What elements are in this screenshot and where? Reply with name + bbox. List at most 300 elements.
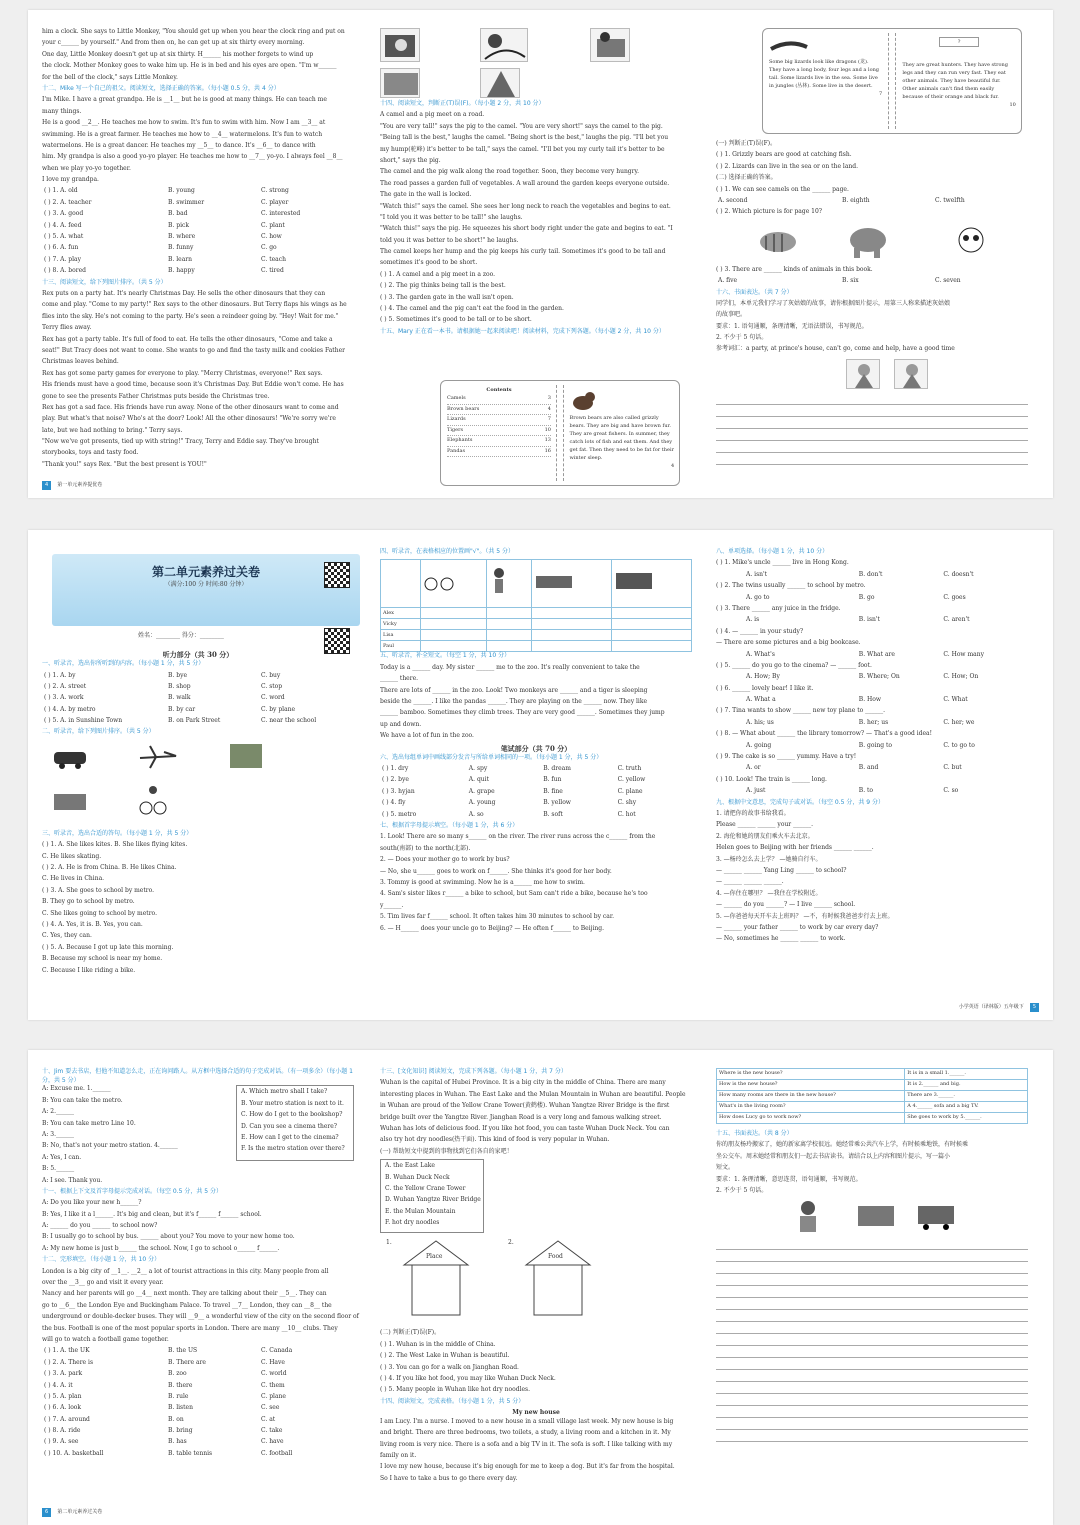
animal-pictures: [716, 220, 1028, 266]
contents-page: 3: [547, 395, 551, 402]
choice-row[interactable]: [716, 571, 1028, 582]
choice-option: B. on: [168, 1415, 184, 1423]
table-cell[interactable]: [486, 641, 531, 652]
table-cell: How many rooms are there in the new house?: [717, 1091, 905, 1102]
contents-row[interactable]: [447, 426, 551, 437]
story-picture: [894, 359, 928, 389]
writing-lines[interactable]: [716, 393, 1028, 465]
text-line: Rex has got a party table. It's full of food to eat. He tells the other dinosaurs, "Come and take a: [42, 335, 333, 343]
qr-code[interactable]: [324, 562, 350, 588]
question-text: ( ) 3. There are ______ kinds of animals in this book.: [716, 265, 873, 273]
text-line: ( ) 1. We can see camels on the ______ page.: [716, 185, 849, 193]
choice-option: ( ) 4. fly: [382, 799, 406, 807]
contents-page: 4: [547, 405, 551, 412]
choice-option: ( ) 7. A. around: [44, 1415, 90, 1423]
choice-option: A. is: [746, 616, 760, 624]
choice-option: B. fine: [543, 787, 563, 795]
choice-option: B. How: [858, 696, 882, 704]
choice-row[interactable]: [42, 1450, 354, 1461]
choice-row[interactable]: [42, 1347, 354, 1358]
table-cell: It is in a small 1.______.: [905, 1069, 1028, 1080]
choice-row[interactable]: [380, 811, 692, 822]
writing-lines[interactable]: [716, 1238, 1028, 1442]
section-heading: 一、听录音，选出你所听到的内容。（每小题 1 分，共 5 分）: [42, 660, 205, 668]
text-line: 2. 不少于 5 句话。: [716, 334, 768, 342]
choice-option: C. but: [943, 764, 962, 772]
choice-option[interactable]: B. six: [842, 277, 859, 285]
choice-option: C. them: [261, 1381, 285, 1389]
true-false-item: ( ) 2. The pig thinks being tall is the best.: [380, 282, 506, 290]
choice-row[interactable]: [42, 1404, 354, 1415]
category-house[interactable]: [386, 1239, 472, 1319]
text-line: 要求：1. 条理清晰，意思连贯，语句通顺，书写规范。: [716, 1175, 862, 1183]
section-heading: 九、根据中文意思，完成句子或对话。（每空 0.5 分，共 9 分）: [716, 798, 884, 806]
choice-row[interactable]: [716, 696, 1028, 707]
choice-row[interactable]: [42, 672, 354, 683]
writing-pictures: [716, 1198, 1028, 1238]
choice-row[interactable]: [716, 719, 1028, 730]
choice-row[interactable]: [42, 717, 354, 728]
text-line: 3. Tommy is good at swimming. Now he is a______ me how to swim.: [380, 878, 585, 886]
contents-row[interactable]: [447, 394, 551, 405]
contents-page: 16: [544, 447, 551, 454]
answer-option: C. He likes skating.: [42, 852, 102, 860]
text-line: family on it.: [380, 1452, 417, 1460]
table-cell[interactable]: [531, 619, 611, 630]
choice-row[interactable]: [716, 787, 1028, 798]
choice-row[interactable]: [42, 1393, 354, 1404]
choice-row[interactable]: [716, 616, 1028, 627]
dialog-line: A: ______ do you ______ to school now?: [42, 1222, 158, 1230]
text-line: The gate in the wall is locked.: [380, 191, 472, 199]
text-line: flies into the sky. He's not coming to the party. He's seen a reindeer going by. "Hey! Wait for me.": [42, 312, 339, 320]
building-icon: [228, 740, 264, 770]
choice-option: C. doesn't: [943, 570, 974, 578]
section-heading: 六、选出每组单词中画线部分发音与所给单词相同的一项。（每小题 1 分，共 5 分）: [380, 753, 603, 761]
page-spread-3: [28, 1050, 1053, 1525]
choice-option: A. grape: [468, 787, 495, 795]
dialog-line: A: Excuse me. 1.______: [42, 1085, 111, 1093]
choice-row[interactable]: [42, 1438, 354, 1449]
table-cell[interactable]: [531, 630, 611, 641]
text-line: 6. — H______ does your uncle go to Beijing? — He often f______ to Beijing.: [380, 924, 605, 932]
word-box-item: B. Wuhan Duck Neck: [385, 1173, 450, 1181]
choice-row[interactable]: [42, 1427, 354, 1438]
section-heading: 十二、完形填空。（每小题 1 分，共 10 分）: [42, 1256, 161, 1264]
choice-option[interactable]: A. five: [718, 277, 738, 285]
choice-row[interactable]: [42, 199, 354, 210]
text-line: "Watch this!" says the pig. He squeezes his short body right under the gate and begins to eat. "I: [380, 225, 673, 233]
info-table[interactable]: [716, 1068, 1028, 1124]
section-heading: 十五、Mary 正在看一本书。请根据她一起来阅读吧！阅读材料，完成下列各题。（每小题 2 分，共 10 分）: [380, 327, 665, 335]
choice-option[interactable]: C. seven: [935, 277, 961, 285]
choice-option: ( ) 4. A. feed: [44, 221, 82, 229]
choice-option: B. Where; On: [858, 673, 900, 681]
choice-row[interactable]: [380, 765, 692, 776]
choice-option: C. so: [943, 787, 959, 795]
question-text: ( ) 7. Tina wants to show ______ new toy plane to ______.: [716, 707, 886, 715]
choice-option: B. don't: [858, 570, 883, 578]
table-cell[interactable]: [531, 641, 611, 652]
choice-option: C. by plane: [261, 705, 296, 713]
text-line: Wuhan is the capital of Hubei Province. It is a big city in the middle of China. There are many: [380, 1079, 666, 1087]
choice-option: C. strong: [261, 187, 289, 195]
table-cell[interactable]: [531, 608, 611, 619]
page-number: 6: [42, 1508, 51, 1517]
choice-option: ( ) 4. A. it: [44, 1381, 73, 1389]
choice-option: C. tired: [261, 267, 284, 275]
choice-option: B. There are: [168, 1358, 206, 1366]
choice-option: C. world: [261, 1370, 287, 1378]
word-box-item: E. the Mulan Mountain: [385, 1207, 456, 1215]
dialog-line: A: 3.______: [42, 1130, 74, 1138]
column-a: [42, 650, 354, 978]
choice-option: ( ) 3. hyjan: [382, 787, 415, 795]
choice-option: B. learn: [168, 255, 193, 263]
dialog-line: A: Yes, I can.: [42, 1153, 82, 1161]
story-picture: [480, 68, 520, 98]
contents-row[interactable]: [447, 415, 551, 426]
answer-option: B. Because my school is near my home.: [42, 955, 163, 963]
choice-row[interactable]: [42, 210, 354, 221]
choice-option: A. What a: [746, 696, 776, 704]
choice-row[interactable]: [42, 694, 354, 705]
choice-option: B. bring: [168, 1427, 193, 1435]
choice-option: ( ) 3. A. work: [44, 694, 84, 702]
choice-option: B. isn't: [858, 616, 880, 624]
answer-option: C. Yes, they can.: [42, 932, 92, 940]
table-cell-name: Paul: [381, 641, 421, 652]
tiger-icon: [756, 222, 800, 258]
text-line: 2. — Does your mother go to work by bus?: [380, 856, 510, 864]
text-line: swimming. He is a great farmer. He teaches me how to __4__ watermelons. It's fun to watch: [42, 130, 323, 138]
story-picture: [380, 28, 420, 62]
text-line: late, but we had nothing to bring." Terry says.: [42, 426, 183, 434]
table-row: [717, 1091, 1028, 1102]
table-cell[interactable]: [611, 608, 691, 619]
contents-animal: Tigers: [447, 426, 464, 433]
choice-row[interactable]: [380, 788, 692, 799]
walking-girl-icon: [489, 567, 509, 597]
question-text: ( ) 10. Look! The train is ______ long.: [716, 775, 827, 783]
table-cell[interactable]: [421, 630, 487, 641]
contents-row[interactable]: [447, 447, 551, 458]
choice-option: A. just: [746, 787, 766, 795]
animal-book: [762, 28, 1022, 134]
text-line: Terry flies away.: [42, 324, 92, 332]
page-footer: [959, 1003, 1039, 1012]
choice-row[interactable]: [42, 1416, 354, 1427]
page-spread-2: [28, 530, 1053, 1020]
choice-option: B. bad: [168, 210, 188, 218]
text-line: the clock. Mother Monkey goes to wake him up. He is in bed and his eyes are open. "I'm w______: [42, 62, 337, 70]
page-spread-1: [28, 10, 1053, 498]
answer-option: ( ) 3. A. She goes to school by metro.: [42, 886, 155, 894]
table-cell[interactable]: [486, 630, 531, 641]
text-line: 你的朋友杨玲搬家了，她的新家离学校很远。她经常乘公共汽车上学，有时候乘地铁，有时候乘: [716, 1141, 969, 1149]
section-title: 听力部分（共 30 分）: [162, 650, 234, 659]
choice-row[interactable]: [42, 1370, 354, 1381]
section-heading: 四、听录音，在表格相应的位置画"√"。（共 5 分）: [380, 548, 514, 555]
choice-option: ( ) 5. metro: [382, 810, 417, 818]
choice-option: B. on Park Street: [168, 717, 221, 725]
passage-title: My new house: [512, 1409, 560, 1417]
question-text: ( ) 2. Which picture is for page 10?: [716, 208, 823, 216]
table-cell[interactable]: [486, 608, 531, 619]
choice-option: C. yellow: [617, 776, 646, 784]
choice-option: ( ) 5. A. what: [44, 233, 84, 241]
column-b: [380, 28, 692, 469]
choice-option[interactable]: A. second: [718, 196, 748, 204]
text-line: 3. —杨玲怎么去上学？ —她骑自行车。: [716, 855, 822, 863]
question-text: ( ) 3. There ______ any juice in the fridge.: [716, 604, 841, 612]
text-line: short," says the pig.: [380, 156, 441, 164]
page-title: 第二单元素养过关卷: [151, 565, 260, 579]
text-line: 十二、Mike 写一个自己的祖父。阅读短文，选择正确的答案。（每小题 0.5 分，共 4 分）: [42, 84, 280, 92]
column-b: [380, 1068, 692, 1486]
text-line: — No, sometimes he ______ ______ to work.: [716, 935, 846, 943]
choice-option: C. at: [261, 1415, 276, 1423]
choice-option: B. to: [858, 787, 874, 795]
footer-title: 第一单元素养提优卷: [57, 481, 103, 488]
text-line: storybooks, toys and tasty food.: [42, 449, 139, 457]
text-line: over the __3__ go and visit it every year.: [42, 1279, 164, 1287]
contents-animal: Brown bears: [447, 405, 480, 412]
choice-row[interactable]: [380, 799, 692, 810]
text-line: (一) 判断正(T)误(F)。: [716, 140, 777, 147]
choice-option: ( ) 6. A. fun: [44, 244, 79, 252]
picture-row: [380, 28, 692, 100]
contents-row[interactable]: [447, 436, 551, 447]
table-row: [381, 608, 692, 619]
choice-option: C. plane: [617, 787, 643, 795]
table-cell[interactable]: [421, 641, 487, 652]
choice-row[interactable]: [42, 1359, 354, 1370]
choice-option: ( ) 3. A. good: [44, 210, 84, 218]
choice-option: A. spy: [468, 765, 488, 773]
choice-row[interactable]: [42, 683, 354, 694]
choice-option: B. yellow: [543, 799, 571, 807]
choice-row[interactable]: [42, 267, 354, 278]
choice-option: C. buy: [261, 671, 281, 679]
choice-row[interactable]: [42, 222, 354, 233]
choice-option: B. swimmer: [168, 198, 205, 206]
dialog-line: B: You can take the metro.: [42, 1096, 123, 1104]
text-line: ( ) 2. Lizards can live in the sea or on the land.: [716, 162, 859, 170]
options-box: [236, 1085, 354, 1161]
choice-row[interactable]: [42, 244, 354, 255]
section-heading: 三、听录音，选出合适的答句。（每小题 1 分，共 5 分）: [42, 829, 193, 837]
table-cell[interactable]: [421, 608, 487, 619]
dialog-line: A: I see. Thank you.: [42, 1176, 103, 1184]
choice-option: B. dream: [543, 765, 571, 773]
choice-option: C. truth: [617, 765, 642, 773]
choice-option: B. the US: [168, 1347, 198, 1355]
true-false-item: ( ) 1. Wuhan is in the middle of China.: [380, 1340, 496, 1348]
text-line: There are lots of ______ in the zoo. Look! Two monkeys are ______ and a tiger is sleeping: [380, 686, 648, 694]
text-line: I love my grandpa.: [42, 176, 99, 184]
choice-row[interactable]: [42, 1382, 354, 1393]
cinderella-pictures: [716, 357, 1028, 393]
choice-option: A. young: [468, 799, 496, 807]
table-cell[interactable]: [486, 619, 531, 630]
table-cell[interactable]: [421, 619, 487, 630]
table-row: [381, 619, 692, 630]
text-line: His friends must have a good time, because soon it's Christmas Day. But Eddie won't come. He has: [42, 381, 344, 389]
text-line: sometimes it's good to be short.: [380, 259, 478, 267]
table-cell: Where is the new house?: [717, 1069, 905, 1080]
choice-option: C. her; we: [943, 718, 975, 726]
text-line: Christmas leaves behind.: [42, 358, 119, 366]
text-line: underground or double-decker buses. They will __9__ a wonderful view of the city on the second floor of: [42, 1313, 359, 1321]
table-cell[interactable]: [611, 619, 691, 630]
choice-option: B. rule: [168, 1392, 189, 1400]
choice-option: ( ) 3. A. park: [44, 1370, 83, 1378]
choice-option: ( ) 1. A. by: [44, 671, 76, 679]
section-heading: 七、根据首字母提示填空。（每小题 1 分，共 6 分）: [380, 822, 519, 829]
choice-row[interactable]: [716, 673, 1028, 684]
choice-option: B. zoo: [168, 1370, 187, 1378]
text-line: "Thank you!" says Rex. "But the best present is YOU!": [42, 460, 207, 468]
dialog-line: B: Yes, I like it a l______. It's big and clean, but it's f______ f______ school.: [42, 1210, 262, 1218]
true-false-item: ( ) 1. A camel and a pig meet in a zoo.: [380, 270, 496, 278]
bike-icon: [423, 572, 455, 592]
table-cell[interactable]: [611, 630, 691, 641]
dialog-option: F. Is the metro station over there?: [241, 1145, 345, 1153]
text-line: Rex puts on a party hat. It's nearly Christmas Day. He sells the other dinosaurs that they can: [42, 289, 326, 297]
section-heading: 十、Jim 要去书店，但他不知道怎么走，正在询问路人。从方框中选择合适的句子完成对话。（有一项多余）（每小题 1 分，共 5 分）: [42, 1068, 353, 1084]
page-number: 5: [1030, 1003, 1039, 1012]
choice-option: C. take: [261, 1427, 283, 1435]
choice-row[interactable]: [42, 187, 354, 198]
text-line: A camel and a pig meet on a road.: [380, 111, 485, 119]
true-false-item: ( ) 5. Sometimes it's good to be tall or to be short.: [380, 316, 532, 324]
text-line: when we play yo-yo together.: [42, 164, 131, 172]
text-line: ( ) 1. Grizzly bears are good at catching fish.: [716, 151, 852, 159]
choice-option: A. his; us: [746, 718, 774, 726]
choice-option: C. go: [261, 244, 277, 252]
choice-option: ( ) 7. A. play: [44, 255, 82, 263]
train-icon: [614, 571, 654, 593]
choice-option: C. How; On: [943, 673, 979, 681]
answer-option: B. They go to school by metro.: [42, 898, 135, 906]
page-footer: [42, 1508, 102, 1517]
dialog-line: B: You can take metro Line 10.: [42, 1119, 136, 1127]
category-house[interactable]: [508, 1239, 594, 1319]
choice-row[interactable]: [380, 776, 692, 787]
table-row: [381, 641, 692, 652]
choice-row[interactable]: [716, 742, 1028, 753]
contents-page: 7: [547, 416, 551, 423]
choice-option: A. or: [746, 764, 761, 772]
contents-animal: Elephants: [447, 437, 473, 444]
table-cell: It is 2.______ and big.: [905, 1080, 1028, 1091]
word-box-item: D. Wuhan Yangtze River Bridge: [385, 1196, 481, 1204]
text-line: I'm Mike. I have a great grandpa. He is __1__ but he is good at many things. He can teach me: [42, 96, 327, 104]
choice-option: B. listen: [168, 1404, 193, 1412]
table-row: [717, 1080, 1028, 1091]
choice-option: ( ) 1. dry: [382, 765, 409, 773]
metro-icon: [52, 788, 88, 814]
column-c: [716, 1068, 1028, 1442]
choice-row[interactable]: [42, 233, 354, 244]
choice-option: C. Have: [261, 1358, 285, 1366]
lizard-icon: [769, 35, 809, 55]
text-line: beside the ______. I like the pandas ______. They are playing on the ______ now. They like: [380, 697, 648, 705]
table-cell: There are 3.______.: [905, 1091, 1028, 1102]
choice-option: A. going: [746, 741, 772, 749]
text-line: 1. Look! There are so many s______ on the river. The river runs across the c______ from the: [380, 833, 656, 841]
choice-option[interactable]: B. eighth: [842, 196, 870, 204]
car-icon: [52, 744, 88, 770]
text-line: up and down.: [380, 720, 422, 728]
text-line: 十六、书面表达。（共 7 分）: [716, 288, 793, 296]
table-row: [717, 1113, 1028, 1124]
choice-option: B. walk: [168, 694, 191, 702]
choice-row[interactable]: [42, 706, 354, 717]
text-line: 参考词汇：a party, at prince's house, can't go, come and help, have a good time: [716, 345, 955, 353]
dialog-line: A: My new home is just b______ the school. Now, I go to school o______ f______.: [42, 1244, 280, 1252]
contents-page: 13: [544, 437, 551, 444]
true-false-item: ( ) 4. The camel and the pig can't eat the food in the garden.: [380, 305, 564, 313]
dialog-line: A: 2.______: [42, 1108, 74, 1116]
answer-option: ( ) 5. A. Because I got up late this morning.: [42, 943, 174, 951]
choice-row[interactable]: [716, 594, 1028, 605]
question-text: ( ) 1. Mike's uncle ______ live in Hong Kong.: [716, 559, 849, 567]
choice-row[interactable]: [716, 651, 1028, 662]
choice-option: ( ) 1. A. the UK: [44, 1347, 90, 1355]
section-title: 笔试部分（共 70 分）: [500, 743, 572, 753]
text-line: the bus. Football is one of the most popular sports in London. There are many __10__ clubs. They: [42, 1324, 338, 1332]
table-row: [717, 1069, 1028, 1080]
choice-option: B. funny: [168, 244, 194, 252]
choice-option: B. going to: [858, 741, 893, 749]
text-line: 2. 海伦和她的朋友们乘火车去北京。: [716, 832, 814, 840]
true-false-item: ( ) 5. Many people in Wuhan like hot dry noodles.: [380, 1386, 531, 1394]
page-footer: [42, 481, 102, 490]
choice-option: B. What are: [858, 650, 895, 658]
column-c: [716, 28, 1028, 465]
choice-option: B. and: [858, 764, 879, 772]
table-cell[interactable]: [611, 641, 691, 652]
answer-option: C. Because I like riding a bike.: [42, 966, 136, 974]
choice-row[interactable]: [42, 256, 354, 267]
text-line: y______.: [380, 901, 404, 909]
bike-rider-icon: [138, 784, 168, 816]
choice-option: ( ) 5. A. in Sunshine Town: [44, 717, 123, 725]
contents-page: 10: [544, 426, 551, 433]
contents-row[interactable]: [447, 405, 551, 416]
dialog-line: B: 5.______: [42, 1165, 75, 1173]
choice-option[interactable]: C. twelfth: [935, 196, 965, 204]
choice-option: C. football: [261, 1449, 293, 1457]
story-picture: [480, 28, 528, 62]
tick-table[interactable]: [380, 559, 692, 652]
question-text: ( ) 4. — ______ in your study?: [716, 627, 804, 635]
choice-option: A. What's: [746, 650, 775, 658]
choice-row[interactable]: [716, 764, 1028, 775]
question-text: ( ) 2. The twins usually ______ to school by metro.: [716, 582, 866, 590]
choice-option: B. happy: [168, 267, 195, 275]
elephant-icon: [846, 222, 890, 258]
text-line: 4. Sam's sister likes r______ a bike to school, but Sam can't ride a bike, because he's too: [380, 890, 648, 898]
word-box: [380, 1159, 484, 1233]
text-line: Rex has got some party games for everyone to play. "Merry Christmas, everyone!" Rex says.: [42, 369, 323, 377]
question-text: ( ) 6. ______ lovely bear! I like it.: [716, 684, 814, 692]
name-score-line: 姓名：________ 得分：________: [138, 632, 224, 639]
table-cell: How does Lucy go to work now?: [717, 1113, 905, 1124]
choice-option: C. to go to: [943, 741, 975, 749]
